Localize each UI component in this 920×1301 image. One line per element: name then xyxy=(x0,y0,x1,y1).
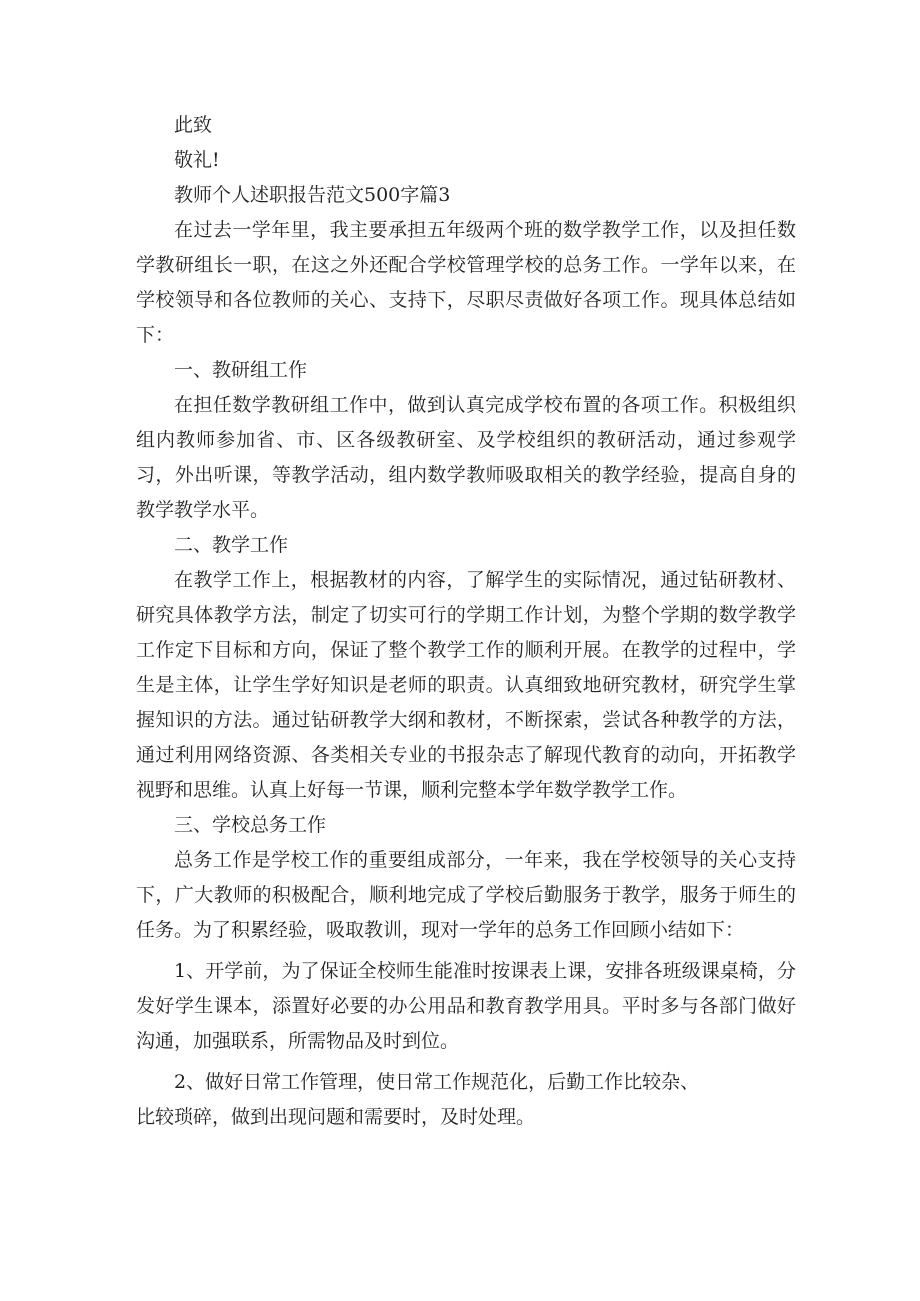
section-body-2: 在教学工作上，根据教材的内容，了解学生的实际情况，通过钻研教材、研究具体教学方法，制定了切实可行的学期工作计划，为整个学期的数学教学工作定下目标和方向，保证了整个教学工作的顺利开展。在教学的过程中，学生是主体，让学生学好知识是老师的职责。认真细致地研究教材，研究学生掌握知识的方法。通过钻研教学大纲和教材，不断探索，尝试各种教学的方法，通过利用网络资源、各类相关专业的书报杂志了解现代教育的动向，开拓教学视野和思维。认真上好每一节课，顺利完整本学年数学教学工作。 xyxy=(136,569,796,801)
section-heading-2: 二、教学工作 xyxy=(174,534,289,556)
section-heading-1: 一、教研组工作 xyxy=(174,359,308,381)
section-body-3: 总务工作是学校工作的重要组成部分，一年来，我在学校领导的关心支持下，广大教师的积极配合，顺利地完成了学校后勤服务于教学，服务于师生的任务。为了积累经验，吸取教训，现对一学年的总务工作回顾小结如下： xyxy=(136,849,796,941)
document-body xyxy=(136,108,796,1135)
document-title: 教师个人述职报告范文500字篇3 xyxy=(174,184,451,206)
closing-line-1: 此致 xyxy=(174,114,213,136)
list-item-2: 2、做好日常工作管理，使日常工作规范化，后勤工作比较杂、 xyxy=(174,1071,700,1093)
list-item-2-continued: 比较琐碎，做到出现问题和需要时，及时处理。 xyxy=(136,1106,536,1128)
intro-paragraph: 在过去一学年里，我主要承担五年级两个班的数学教学工作，以及担任数学教研组长一职，在这之外还配合学校管理学校的总务工作。一学年以来，在学校领导和各位教师的关心、支持下，尽职尽责做好各项工作。现具体总结如下： xyxy=(136,219,796,346)
list-item-1: 1、开学前，为了保证全校师生能准时按课表上课，安排各班级课桌椅，分发好学生课本，添置好必要的办公用品和教育教学用具。平时多与各部门做好沟通，加强联系，所需物品及时到位。 xyxy=(136,960,796,1052)
closing-line-2: 敬礼! xyxy=(174,149,220,171)
section-body-1: 在担任数学教研组工作中，做到认真完成学校布置的各项工作。积极组织组内教师参加省、市、区各级教研室、及学校组织的教研活动，通过参观学习，外出听课，等教学活动，组内数学教师吸取相关的教学经验，提高自身的教学教学水平。 xyxy=(136,394,796,521)
section-heading-3: 三、学校总务工作 xyxy=(174,814,327,836)
